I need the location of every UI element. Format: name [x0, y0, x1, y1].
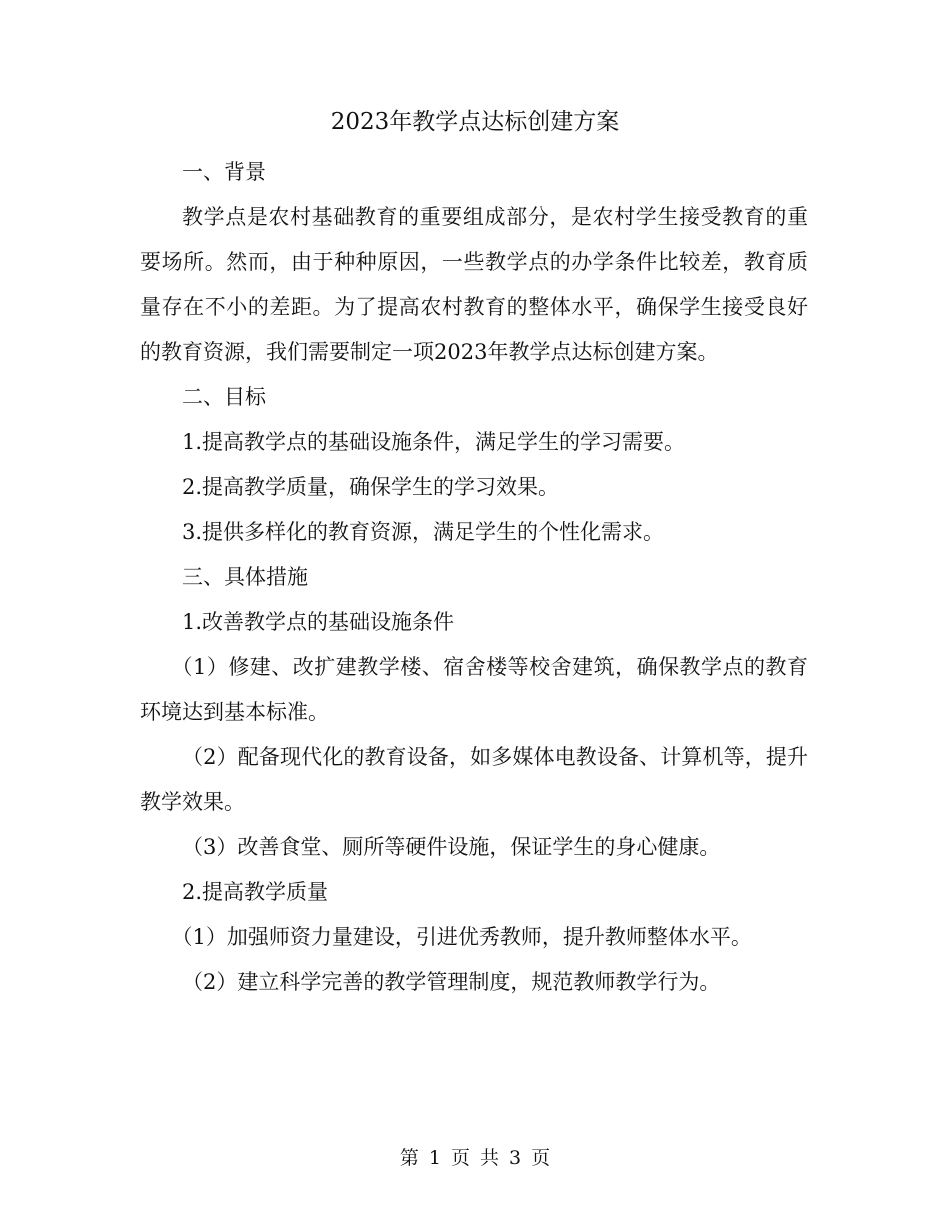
measure-1-item-3: （3）改善食堂、厕所等硬件设施，保证学生的身心健康。: [182, 835, 721, 859]
goal-item-3: 3.提供多样化的教育资源，满足学生的个性化需求。: [182, 520, 665, 544]
paragraph-background: 教学点是农村基础教育的重要组成部分，是农村学生接受教育的重要场所。然而，由于种种原因，一些教学点的办学条件比较差，教育质量存在不小的差距。为了提高农村教育的整体水平，确保学生接受良好的教育资源，我们需要制定一项2023年教学点达标创建方案。: [140, 205, 808, 364]
section-heading-goals: 二、目标: [182, 385, 266, 409]
measure-heading-1: 1.改善教学点的基础设施条件: [182, 610, 455, 634]
measure-heading-2: 2.提高教学质量: [182, 880, 329, 904]
page-footer: 第 1 页 共 3 页: [399, 1147, 551, 1169]
section-heading-measures: 三、具体措施: [182, 565, 308, 589]
section-heading-background: 一、背景: [182, 160, 266, 184]
document-title: 2023年教学点达标创建方案: [330, 109, 620, 135]
goal-item-2: 2.提高教学质量，确保学生的学习效果。: [182, 475, 560, 499]
measure-2-item-2: （2）建立科学完善的教学管理制度，规范教师教学行为。: [182, 970, 721, 994]
goal-item-1: 1.提高教学点的基础设施条件，满足学生的学习需要。: [182, 430, 686, 454]
measure-1-item-1: （1）修建、改扩建教学楼、宿舍楼等校舍建筑，确保教学点的教育环境达到基本标准。: [140, 655, 808, 724]
document-body: [140, 150, 808, 1005]
measure-2-item-1: （1）加强师资力量建设，引进优秀教师，提升教师整体水平。: [171, 925, 752, 949]
measure-1-item-2: （2）配备现代化的教育设备，如多媒体电教设备、计算机等，提升教学效果。: [140, 745, 808, 814]
